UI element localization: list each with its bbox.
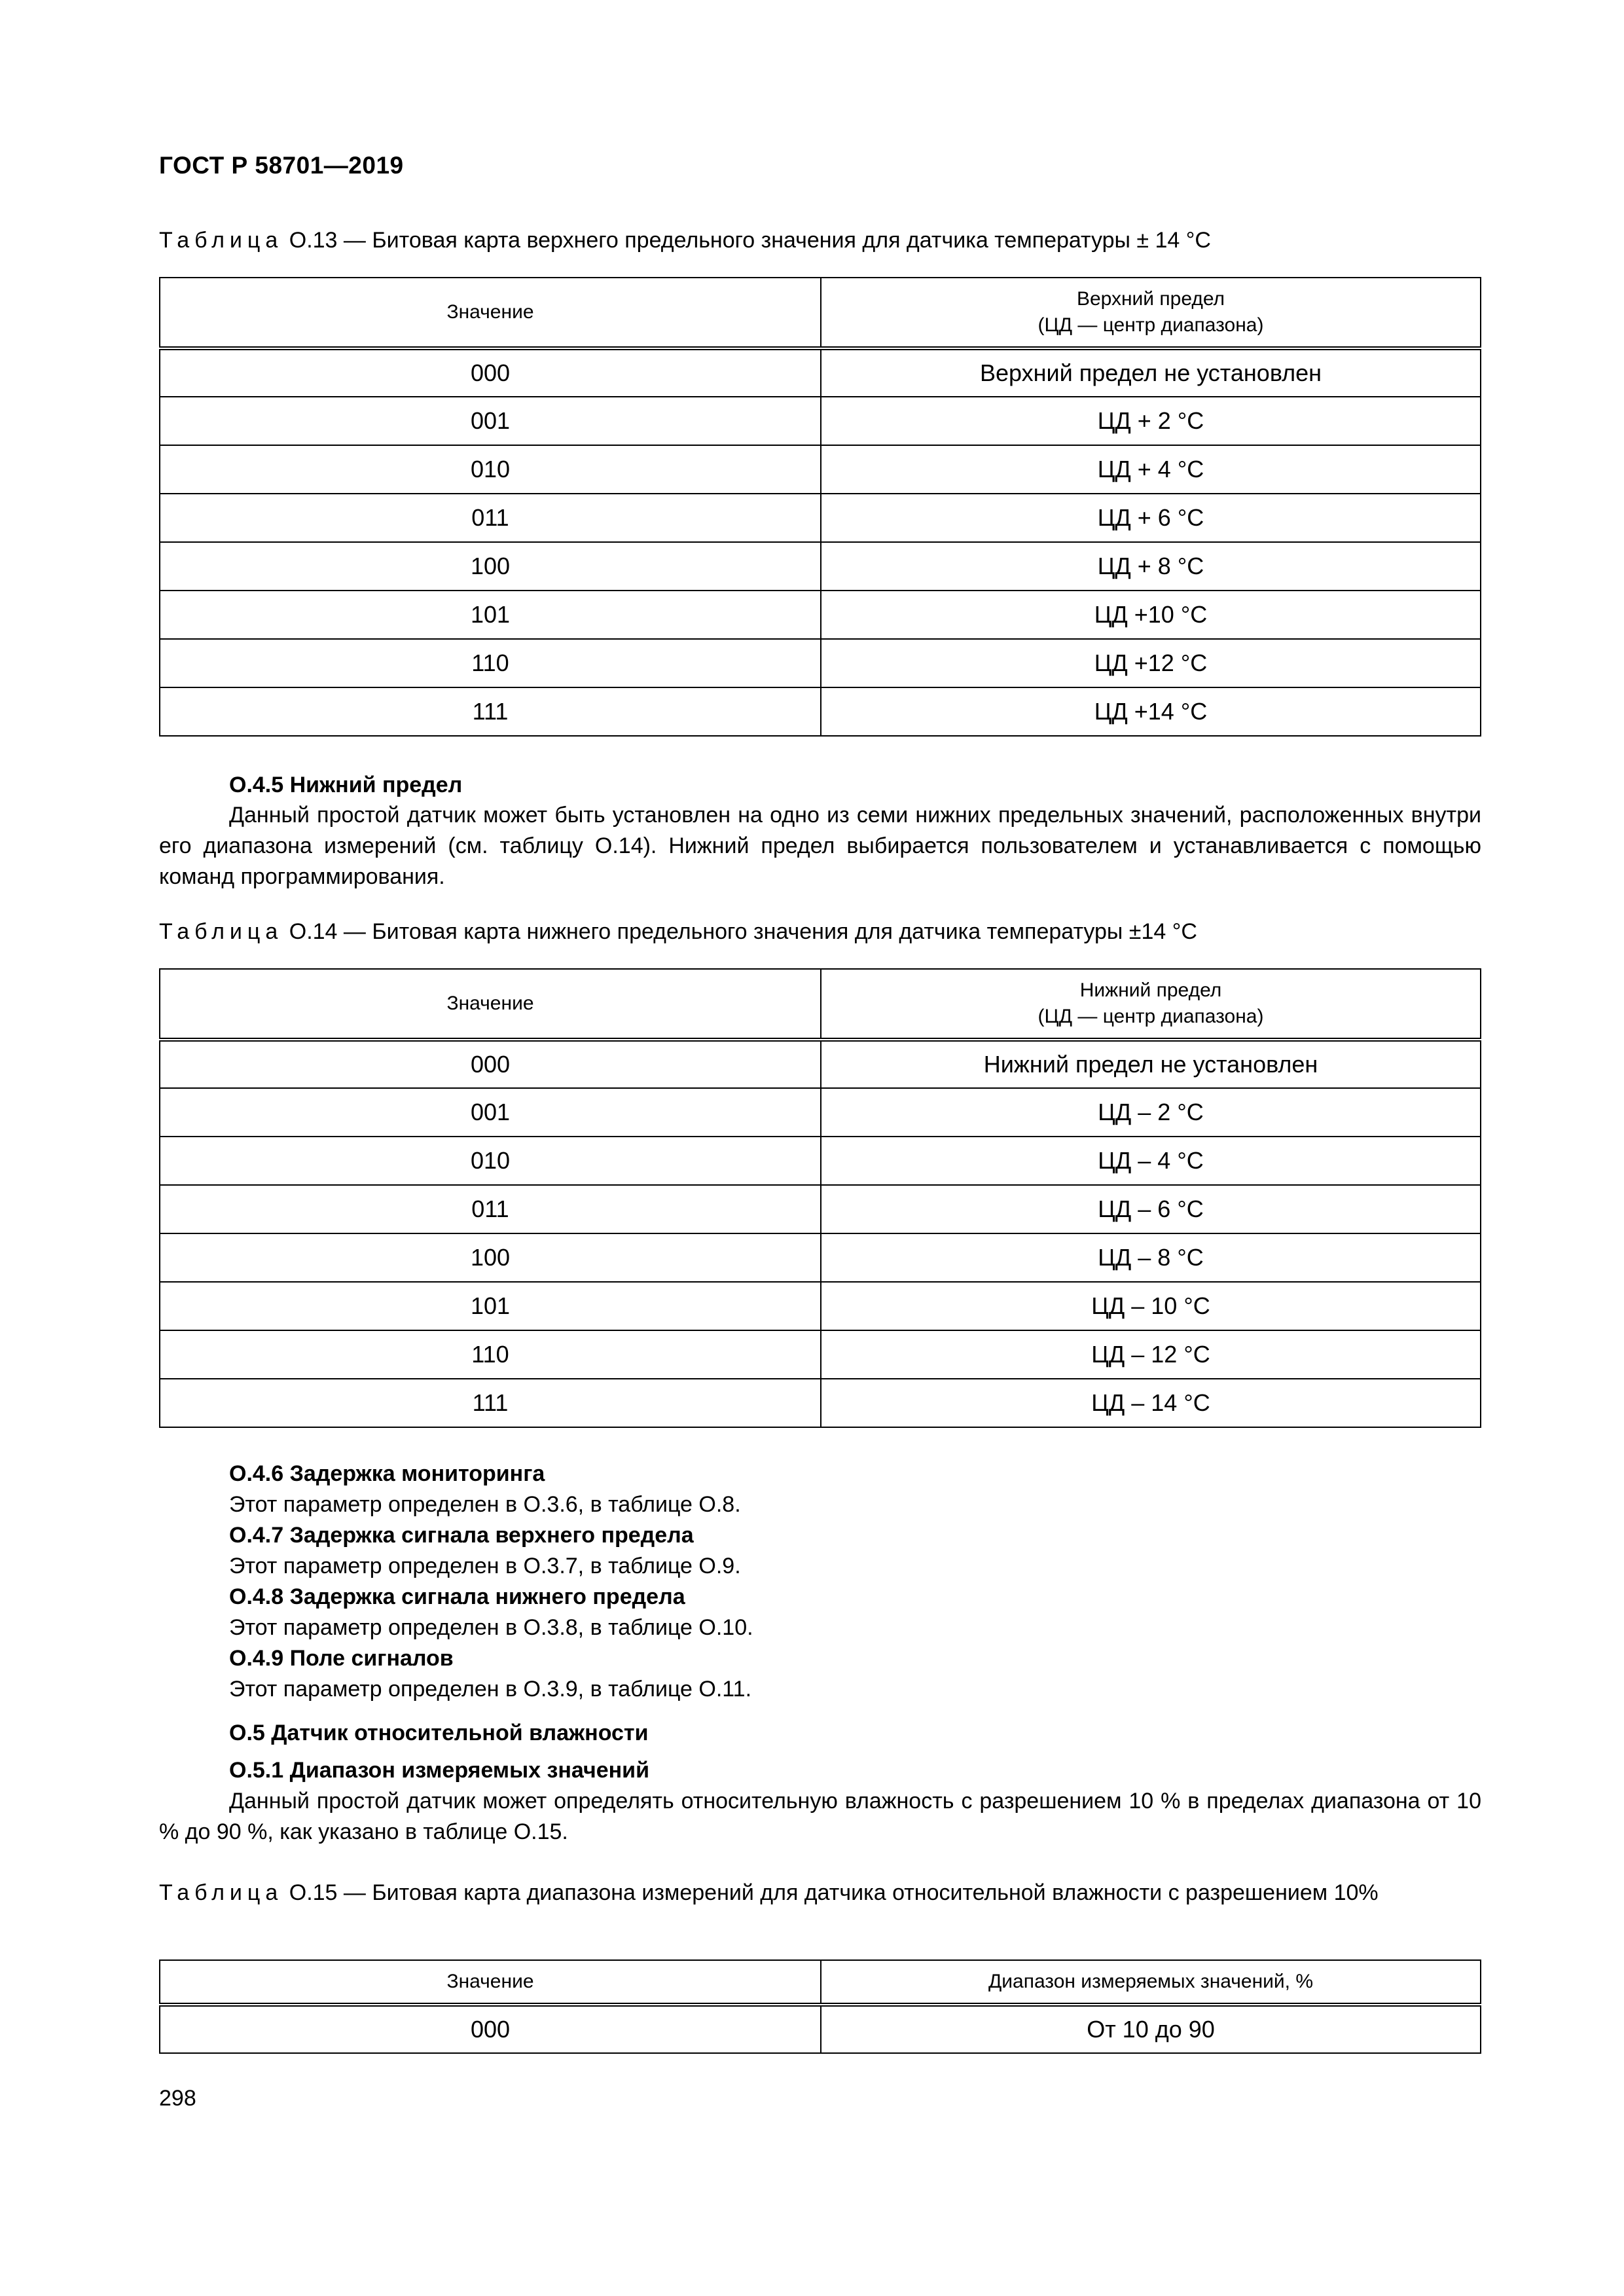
cell-value: 110 xyxy=(160,639,821,687)
column-header-value: Значение xyxy=(160,969,821,1040)
table-15-caption-text: О.15 — Битовая карта диапазона измерений для датчика относительной влажности с разрешением 10% xyxy=(283,1880,1379,1905)
column-header-value: Значение xyxy=(160,1960,821,2005)
cell-limit: ЦД +14 °С xyxy=(821,687,1481,736)
table-13-caption xyxy=(159,225,1481,255)
cell-limit: ЦД + 4 °С xyxy=(821,445,1481,494)
table-row xyxy=(160,397,1481,445)
cell-limit: ЦД + 8 °С xyxy=(821,542,1481,591)
table-row xyxy=(160,1330,1481,1379)
cell-limit: ЦД – 12 °С xyxy=(821,1330,1481,1379)
cell-limit: Верхний предел не установлен xyxy=(821,348,1481,397)
cell-limit: ЦД + 2 °С xyxy=(821,397,1481,445)
table-15-caption-word: Таблица xyxy=(159,1880,283,1905)
table-13-caption-word: Таблица xyxy=(159,228,283,253)
table-13-caption-text: О.13 — Битовая карта верхнего предельного значения для датчика температуры ± 14 °С xyxy=(283,228,1211,253)
table-row xyxy=(160,542,1481,591)
cell-limit: ЦД +10 °С xyxy=(821,591,1481,639)
cell-range: От 10 до 90 xyxy=(821,2005,1481,2053)
cell-value: 110 xyxy=(160,1330,821,1379)
table-row xyxy=(160,639,1481,687)
section-o49-text: Этот параметр определен в О.3.9, в таблице О.11. xyxy=(229,1677,752,1702)
table-15 xyxy=(159,1959,1481,2054)
column-header-range: Диапазон измеряемых значений, % xyxy=(821,1960,1481,2005)
table-row xyxy=(160,1233,1481,1282)
cell-value: 000 xyxy=(160,2005,821,2053)
table-row xyxy=(160,1282,1481,1330)
column-header-limit-line1: Нижний предел xyxy=(1079,979,1222,1001)
column-header-limit-line2: (ЦД — центр диапазона) xyxy=(1038,1006,1264,1027)
column-header-limit xyxy=(821,278,1481,348)
section-o45-heading: О.4.5 Нижний предел xyxy=(229,773,463,797)
section-o51-text: Данный простой датчик может определять относительную влажность с разрешением 10 % в пределах диапазона от 10 % до 90 %, как указано в таблице О.15. xyxy=(159,1789,1481,1844)
cell-limit: ЦД – 2 °С xyxy=(821,1088,1481,1137)
cell-limit: ЦД – 8 °С xyxy=(821,1233,1481,1282)
cell-limit: ЦД + 6 °С xyxy=(821,494,1481,542)
section-o51-heading: О.5.1 Диапазон измеряемых значений xyxy=(229,1758,649,1783)
column-header-limit xyxy=(821,969,1481,1040)
table-row xyxy=(160,494,1481,542)
cell-limit: ЦД – 6 °С xyxy=(821,1185,1481,1233)
table-13 xyxy=(159,277,1481,737)
table-row xyxy=(160,687,1481,736)
page-number: 298 xyxy=(159,2086,196,2111)
cell-limit: ЦД – 4 °С xyxy=(821,1137,1481,1185)
table-14-caption-text: О.14 — Битовая карта нижнего предельного значения для датчика температуры ±14 °С xyxy=(283,919,1197,944)
cell-value: 100 xyxy=(160,1233,821,1282)
table-14-caption-word: Таблица xyxy=(159,919,283,944)
table-14-caption xyxy=(159,917,1481,947)
cell-limit: ЦД – 10 °С xyxy=(821,1282,1481,1330)
cell-value: 011 xyxy=(160,1185,821,1233)
section-o47-heading: О.4.7 Задержка сигнала верхнего предела xyxy=(229,1523,694,1548)
section-o46-heading: О.4.6 Задержка мониторинга xyxy=(229,1461,545,1486)
section-o45-text: Данный простой датчик может быть установлен на одно из семи нижних предельных значений, расположенных внутри его диапазона измерений (см. таблицу О.14). Нижний предел выбирается пользователем и устанавливается с помощью команд программирования. xyxy=(159,803,1481,889)
cell-value: 011 xyxy=(160,494,821,542)
cell-value: 111 xyxy=(160,687,821,736)
table-row xyxy=(160,348,1481,397)
table-row xyxy=(160,1185,1481,1233)
section-o45-paragraph xyxy=(159,800,1481,892)
section-o51-paragraph xyxy=(159,1786,1481,1848)
table-row xyxy=(160,1137,1481,1185)
table-row xyxy=(160,445,1481,494)
cell-value: 101 xyxy=(160,591,821,639)
table-row xyxy=(160,2005,1481,2053)
cell-value: 001 xyxy=(160,1088,821,1137)
cell-value: 000 xyxy=(160,1040,821,1088)
cell-value: 010 xyxy=(160,445,821,494)
column-header-limit-line2: (ЦД — центр диапазона) xyxy=(1038,314,1264,336)
table-row xyxy=(160,591,1481,639)
column-header-value: Значение xyxy=(160,278,821,348)
cell-value: 000 xyxy=(160,348,821,397)
section-o5-heading: О.5 Датчик относительной влажности xyxy=(229,1721,649,1745)
table-row xyxy=(160,1379,1481,1427)
table-14 xyxy=(159,968,1481,1428)
section-o46-text: Этот параметр определен в О.3.6, в таблице О.8. xyxy=(229,1492,741,1517)
cell-value: 001 xyxy=(160,397,821,445)
section-o48-heading: О.4.8 Задержка сигнала нижнего предела xyxy=(229,1584,685,1609)
column-header-limit-line1: Верхний предел xyxy=(1076,288,1225,310)
cell-value: 100 xyxy=(160,542,821,591)
table-header-row xyxy=(160,1960,1481,2005)
table-row xyxy=(160,1040,1481,1088)
section-o49-heading: О.4.9 Поле сигналов xyxy=(229,1646,454,1671)
section-o47-text: Этот параметр определен в О.3.7, в таблице О.9. xyxy=(229,1554,741,1578)
document-code: ГОСТ Р 58701—2019 xyxy=(159,152,404,179)
table-15-caption xyxy=(159,1878,1481,1908)
cell-value: 101 xyxy=(160,1282,821,1330)
cell-limit: ЦД +12 °С xyxy=(821,639,1481,687)
table-header-row xyxy=(160,278,1481,348)
cell-value: 010 xyxy=(160,1137,821,1185)
section-o48-text: Этот параметр определен в О.3.8, в таблице О.10. xyxy=(229,1615,753,1640)
cell-limit: Нижний предел не установлен xyxy=(821,1040,1481,1088)
table-row xyxy=(160,1088,1481,1137)
cell-value: 111 xyxy=(160,1379,821,1427)
cell-limit: ЦД – 14 °С xyxy=(821,1379,1481,1427)
table-header-row xyxy=(160,969,1481,1040)
